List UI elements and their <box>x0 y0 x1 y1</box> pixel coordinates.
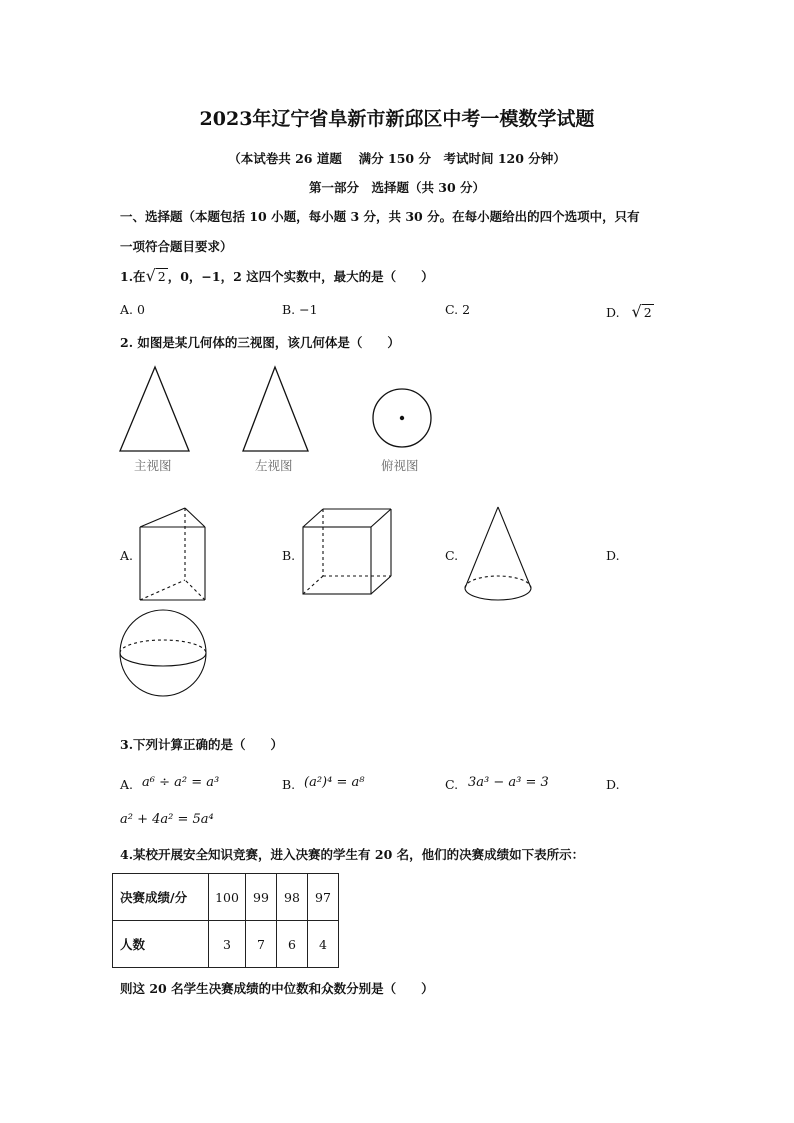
part-heading: 第一部分 选择题（共 30 分） <box>308 180 486 195</box>
q1-sqrt-arg: 2 <box>157 269 166 284</box>
table-cell: 3 <box>209 921 246 968</box>
table-cell: 100 <box>209 874 246 921</box>
table-row <box>113 874 339 921</box>
sphere-icon <box>120 610 206 696</box>
q2-option-c: C. <box>445 548 459 563</box>
q2-option-a: A. <box>120 548 134 563</box>
table-cell: 97 <box>308 874 339 921</box>
q3-option-d-letter: D. <box>606 777 620 792</box>
triangular-prism-icon <box>140 508 205 600</box>
q1-prefix: 1.在 <box>120 269 146 284</box>
table-header-cell: 人数 <box>113 921 209 968</box>
side-view-triangle-icon <box>243 367 308 451</box>
question-2-stem: 2. 如图是某几何体的三视图，该几何体是（ ） <box>120 335 400 350</box>
cone-icon <box>465 507 531 600</box>
q3-option-a-letter: A. <box>120 777 134 792</box>
section-instructions-line2: 一项符合题目要求） <box>120 239 233 254</box>
table-row <box>113 921 339 968</box>
front-view-label: 主视图 <box>134 458 172 473</box>
table-cell: 98 <box>277 874 308 921</box>
table-cell: 4 <box>308 921 339 968</box>
q2-option-b: B. <box>282 548 296 563</box>
table-cell: 6 <box>277 921 308 968</box>
table-header-cell: 决赛成绩/分 <box>113 874 209 921</box>
section-instructions-line1: 一、选择题（本题包括 10 小题，每小题 3 分，共 30 分。在每小题给出的四个选项中，只有 <box>120 209 640 224</box>
top-view-label: 俯视图 <box>381 458 419 473</box>
q2-option-d: D. <box>606 548 620 563</box>
page-title: 2023年辽宁省阜新市新邱区中考一模数学试题 <box>199 108 595 130</box>
score-table <box>112 873 339 968</box>
table-cell: 99 <box>246 874 277 921</box>
question-3-stem: 3.下列计算正确的是（ ） <box>120 737 284 752</box>
question-4-stem: 4.某校开展安全知识竞赛，进入决赛的学生有 20 名，他们的决赛成绩如下表所示： <box>120 847 585 862</box>
sqrt-sign-icon: √ <box>631 302 642 321</box>
q3-option-b-expr: (a²)⁴ = a⁸ <box>304 775 365 790</box>
sqrt-sign-icon: √ <box>145 266 156 285</box>
q1-option-d-letter: D. <box>606 305 620 320</box>
q1-option-a: A. 0 <box>120 302 145 317</box>
front-view-triangle-icon <box>120 367 189 451</box>
q3-option-a-expr: a⁶ ÷ a² = a³ <box>142 775 220 790</box>
side-view-label: 左视图 <box>255 458 293 473</box>
cube-icon <box>303 509 391 594</box>
top-view-center-dot-icon <box>400 416 404 420</box>
q3-option-c-letter: C. <box>445 777 459 792</box>
q1-middle: ，0，−1，2 这四个实数中，最大的是（ ） <box>167 269 434 284</box>
q1-option-d-arg: 2 <box>643 305 652 320</box>
table-cell: 7 <box>246 921 277 968</box>
q3-option-c-expr: 3a³ − a³ = 3 <box>468 775 549 790</box>
question-4-followup: 则这 20 名学生决赛成绩的中位数和众数分别是（ ） <box>120 981 434 996</box>
q3-option-d-expr: a² + 4a² = 5a⁴ <box>120 812 214 827</box>
q3-option-b-letter: B. <box>282 777 296 792</box>
q1-option-c: C. 2 <box>445 302 471 317</box>
exam-info: （本试卷共 26 道题 满分 150 分 考试时间 120 分钟） <box>228 151 566 166</box>
q1-option-b: B. −1 <box>282 302 318 317</box>
